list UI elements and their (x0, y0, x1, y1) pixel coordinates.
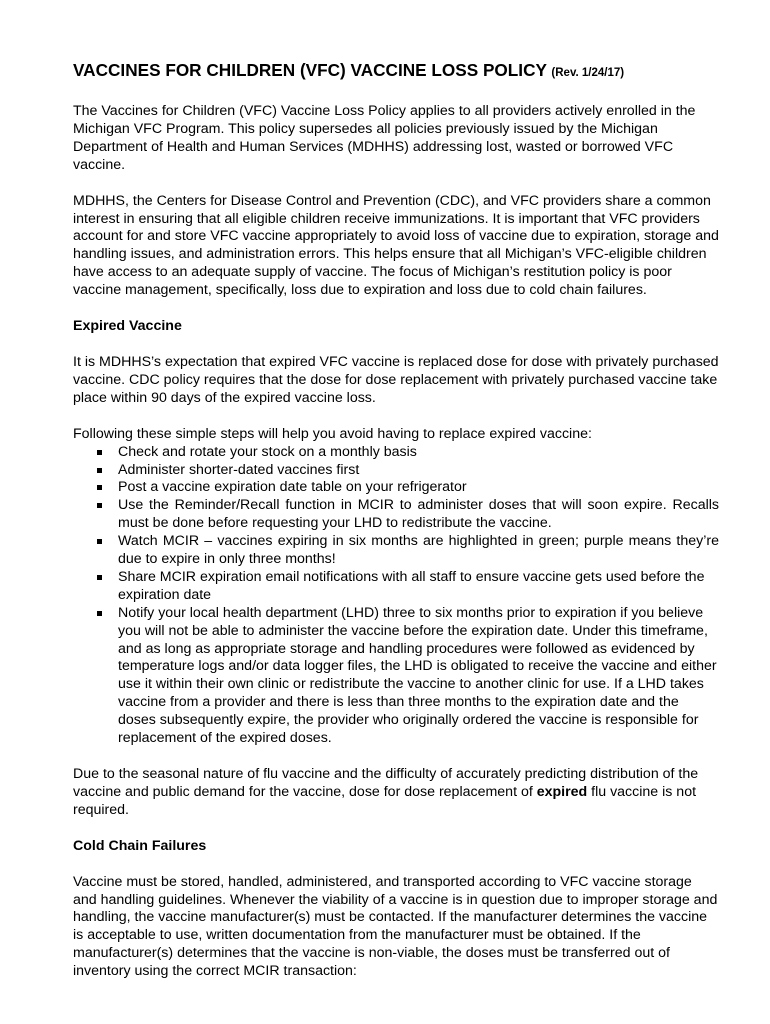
purpose-paragraph: MDHHS, the Centers for Disease Control and Prevention (CDC), and VFC providers share a common interest in ensuring that all eligible children receive immunizations. It is important that VFC providers account for and store VFC vaccine appropriately to avoid loss of vaccine due to expiration, storage and handling issues, and administration errors. This helps ensure that all Michigan’s VFC-eligible children have access to an adequate supply of vaccine. The focus of Michigan’s restitution policy is poor vaccine management, specifically, loss due to expiration and loss due to cold chain failures. (73, 192, 719, 299)
expired-vaccine-heading: Expired Vaccine (73, 318, 182, 335)
list-item-text: Check and rotate your stock on a monthly basis (118, 443, 417, 460)
list-item-text: Administer shorter-dated vaccines first (118, 461, 360, 478)
list-item-text: Post a vaccine expiration date table on your refrigerator (118, 479, 467, 496)
document-body (73, 59, 719, 999)
expired-vaccine-paragraph: It is MDHHS’s expectation that expired VFC vaccine is replaced dose for dose with privately purchased vaccine. CDC policy requires that the dose for dose replacement with privately purchased vaccine take place within 90 days of the expired vaccine loss. (73, 353, 719, 406)
list-item-text: Notify your local health department (LHD) three to six months prior to expiration if you believe you will not be able to administer the vaccine before the expiration date. Under this timeframe, and as long as appropriate storage and handling procedures were followed as evidenced by temperature logs and/or data logger files, the LHD is obligated to receive the vaccine and either use it within their own clinic or redistribute the vaccine to another clinic for use. If a LHD takes vaccine from a provider and there is less than three months to the expiration date and the doses subsequently expire, the provider who originally ordered the vaccine is responsible for replacement of the expired doses. (118, 604, 717, 747)
cold-chain-heading: Cold Chain Failures (73, 837, 207, 854)
title-text: VACCINES FOR CHILDREN (VFC) VACCINE LOSS POLICY (73, 60, 547, 80)
list-item-text: Watch MCIR – vaccines expiring in six months are highlighted in green; purple means they’re due to expire in only three months! (118, 533, 719, 568)
flu-vaccine-paragraph (73, 766, 719, 820)
list-item (73, 569, 719, 605)
flu-text-start: Due to the seasonal nature of flu vaccine and the difficulty of accurately predicting distribution of the vaccine and public demand for the vaccine, dose for dose replacement of (73, 766, 699, 800)
bullet-icon (97, 611, 102, 616)
list-item (73, 497, 719, 533)
cold-chain-paragraph: Vaccine must be stored, handled, administered, and transported according to VFC vaccine storage and handling guidelines. Whenever the viability of a vaccine is in question due to improper storage and handling, the vaccine manufacturer(s) must be contacted. If the manufacturer determines the vaccine is acceptable to use, written documentation from the manufacturer must be obtained. If the manufacturer(s) determines that the vaccine is non-viable, the doses must be transferred out of inventory using the correct MCIR transaction: (73, 873, 718, 980)
list-item (73, 479, 719, 497)
steps-list (73, 444, 719, 748)
flu-text-end: flu vaccine is not required. (73, 783, 697, 818)
steps-intro: Following these simple steps will help you avoid having to replace expired vaccine: (73, 425, 592, 442)
bullet-icon (97, 503, 102, 508)
page-title (73, 59, 719, 84)
flu-text-emphasis: expired (536, 783, 588, 800)
list-item (73, 533, 719, 569)
list-item (73, 462, 719, 480)
revision-label: (Rev. 1/24/17) (551, 67, 625, 79)
bullet-icon (97, 468, 102, 473)
bullet-icon (97, 485, 102, 490)
list-item (73, 444, 719, 462)
list-item-text: Use the Reminder/Recall function in MCIR to administer doses that will soon expire. Recalls must be done before requesting your LHD to redistribute the vaccine. (118, 497, 719, 532)
bullet-icon (97, 539, 102, 544)
list-item-text: Share MCIR expiration email notifications with all staff to ensure vaccine gets used before the expiration date (118, 568, 705, 603)
bullet-icon (97, 575, 102, 580)
list-item (73, 605, 719, 748)
bullet-icon (97, 450, 102, 455)
intro-paragraph: The Vaccines for Children (VFC) Vaccine Loss Policy applies to all providers actively enrolled in the Michigan VFC Program. This policy supersedes all policies previously issued by the Michigan Department of Health and Human Services (MDHHS) addressing lost, wasted or borrowed VFC vaccine. (73, 103, 696, 173)
